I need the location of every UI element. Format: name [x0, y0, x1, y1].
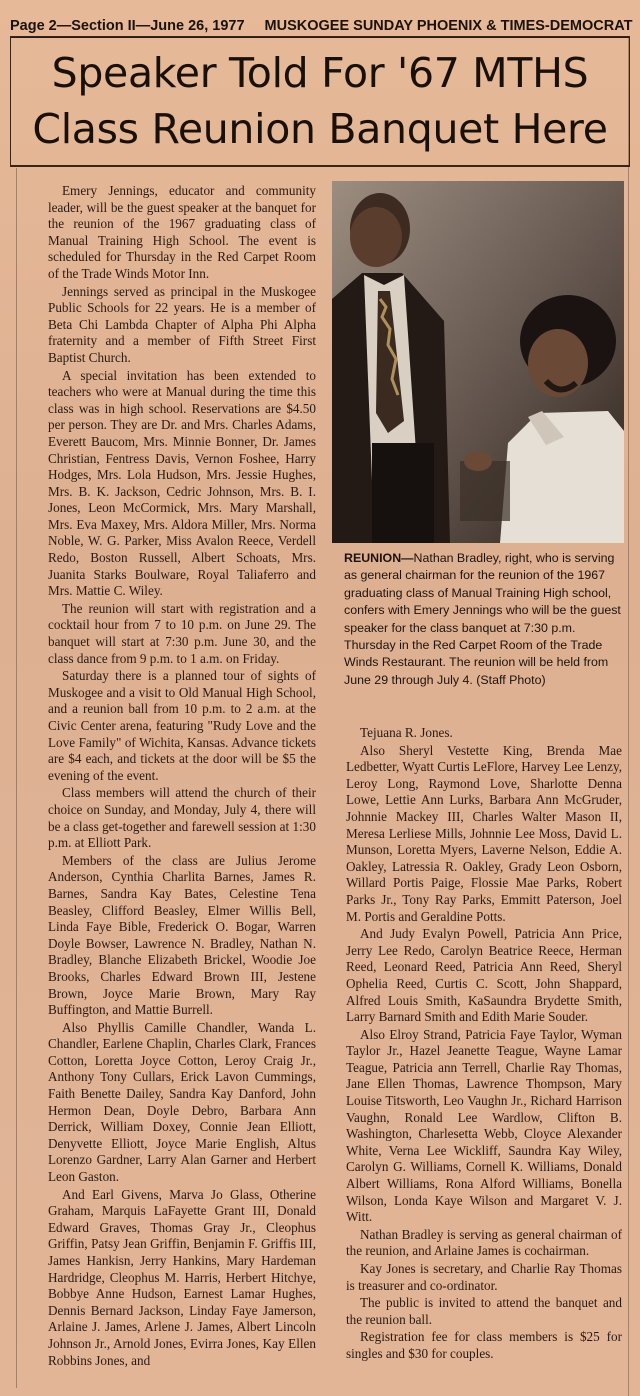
headline	[10, 36, 630, 167]
article-paragraph: Members of the class are Julius Jerome Anderson, Cynthia Charlita Barnes, James R. Barnes, Sandra Kay Bates, Celestine Tena Beasley, Clifford Beasley, Elmer Willis Bell, Linda Faye Bible, Frederick O. Bogar, Warren Doyle Bowser, Lawrence N. Bradley, Nathan N. Bradley, Blanche Elizabeth Brickel, Woodie Joe Brooks, Charles Edward Brown III, Jestene Brown, Joyce Marie Brown, Mary Ray Buffington, and Mattie Burrell.	[48, 852, 316, 1018]
article-paragraph: Also Sheryl Vestette King, Brenda Mae Ledbetter, Wyatt Curtis LeFlore, Harvey Lee Lenzy, Leroy Long, Raymond Love, Sharlotte Denna Lowe, Lettie Ann Lurks, Barbara Ann McGruder, Johnnie Mackey III, Charles Walter Mason II, Meresa Lerliese Mills, Johnnie Lee Moss, David L. Munson, Loretta Myers, Laverne Nelson, Eddie A. Oakley, Latressia R. Oakley, Grady Leon Osborn, Willard Portis Paige, Flossie Mae Parks, Robert Parks Jr., Tony Ray Parks, Emmitt Paterson, Joel M. Portis and Geraldine Potts.	[346, 742, 622, 924]
article-paragraph: Nathan Bradley is serving as general chairman of the reunion, and Arlaine James is cochairman.	[346, 1226, 622, 1259]
article-paragraph: A special invitation has been extended to teachers who were at Manual during the time this class was in high school. Reservations are $4.50 per person. They are Dr. and Mrs. Charles Adams, Everett Baucom, Mrs. Minnie Bonner, Dr. James Christian, Fentress Davis, Vernon Foshee, Harry Hodges, Mrs. Lola Hudson, Mrs. Jessie Hughes, Mrs. B. K. Jackson, Cedric Johnson, Mrs. B. I. Jones, Leon McCormick, Mrs. Mary Marshall, Mrs. Eva Maxey, Mrs. Aldora Miller, Mrs. Norma Noble, W. G. Parker, Miss Avalon Reece, Verdell Redo, Boston Russell, Albert Schoats, Mrs. Juanita Starks Boulware, Royal Taliaferro and Mrs. Mattie C. Wiley.	[48, 367, 316, 599]
photo-caption	[344, 550, 624, 689]
article-paragraph: Saturday there is a planned tour of sights of Muskogee and a visit to Old Manual High School, and a reunion ball from 10 p.m. to 2 a.m. at the Civic Center arena, featuring "Rudy Love and the Love Family" of Wichita, Kansas. Advance tickets are $4 each, and tickets at the door will be $5 the evening of the event.	[48, 668, 316, 783]
article-column-right	[346, 725, 622, 1363]
newspaper-name: MUSKOGEE SUNDAY PHOENIX & TIMES-DEMOCRAT	[264, 18, 633, 34]
article-paragraph: Kay Jones is secretary, and Charlie Ray Thomas is treasurer and co-ordinator.	[346, 1261, 622, 1293]
margin-rule	[16, 168, 17, 1388]
news-photo	[332, 181, 624, 543]
caption-kicker: REUNION—	[344, 551, 414, 565]
page-section-date: Page 2—Section II—June 26, 1977	[10, 18, 245, 34]
headline-line-1: Speaker Told For '67 MTHS	[51, 49, 589, 97]
article-paragraph: Tejuana R. Jones.	[360, 725, 453, 740]
clipping-edge	[628, 36, 629, 1396]
article-paragraph: Registration fee for class members is $25 for singles and $30 for couples.	[346, 1329, 622, 1361]
article-column-left	[48, 183, 316, 1369]
article-paragraph: Class members will attend the church of their choice on Sunday, and Monday, July 4, there will be a class get-together and farewell session at 1:30 p.m. at Elliott Park.	[48, 785, 316, 851]
masthead	[10, 6, 633, 38]
photo-illustration	[332, 181, 624, 543]
article-paragraph: Emery Jennings, educator and community leader, will be the guest speaker at the banquet for the reunion of the 1967 graduating class of Manual Training High School. The event is scheduled for Thursday in the Red Carpet Room of the Trade Winds Motor Inn.	[48, 183, 316, 281]
article-paragraph: The reunion will start with registration and a cocktail hour from 7 to 10 p.m. on June 29. The banquet will start at 7:30 p.m. June 30, and the class dance from 9 p.m. to 1 a.m. on Friday.	[48, 600, 316, 666]
article-paragraph: The public is invited to attend the banquet and the reunion ball.	[346, 1295, 622, 1327]
article-paragraph: Also Phyllis Camille Chandler, Wanda L. Chandler, Earlene Chaplin, Charles Clark, Frances Cotton, Loretta Joyce Cotton, Leroy Craig Jr., Anthony Tony Cullars, Erick Lavon Cummings, Faith Benette Dailey, Sandra Kay Danford, John Hermon Dean, Doyle Debro, Barbara Ann Derrick, William Doxey, Connie Jean Elliott, Denyvette Elliott, Joyce Marie English, Altus Lorenzo Gardner, Larry Alan Garner and Herbert Leon Gaston.	[48, 1019, 316, 1185]
article-paragraph: Also Elroy Strand, Patricia Faye Taylor, Wyman Taylor Jr., Hazel Jeanette Teague, Wayne Lamar Teague, Patricia ann Terrell, Charlie Ray Thomas, Jane Ellen Thomas, Lawrence Thompson, Mary Louise Titsworth, Leo Vaughn Jr., Richard Harrison Vaughn, Ronald Lee Wardlow, Clifton B. Washington, Charlesetta Webb, Cloyce Alexander White, Verna Lee Wickliff, Saundra Kay Wiley, Carolyn G. Williams, Cornell K. Williams, Donald Albert Williams, Rona Alford Williams, Bonella Wilson, Londa Kaye Wilson and Margaret V. J. Witt.	[346, 1026, 622, 1225]
article-paragraph: Jennings served as principal in the Muskogee Public Schools for 22 years. He is a member of Beta Chi Lambda Chapter of Alpha Phi Alpha fraternity and a member of Fifth Street First Baptist Church.	[48, 283, 316, 365]
caption-text: Nathan Bradley, right, who is serving as general chairman for the reunion of the 1967 graduating class of Manual Training High school, confers with Emery Jennings who will be the guest speaker for the class banquet at 7:30 p.m. Thursday in the Red Carpet Room of the Trade Winds Restaurant. The reunion will be held from June 29 through July 4. (Staff Photo)	[344, 551, 621, 687]
headline-line-2: Class Reunion Banquet Here	[32, 105, 608, 153]
article-paragraph: And Judy Evalyn Powell, Patricia Ann Price, Jerry Lee Redo, Carolyn Beatrice Reece, Herman Reed, Leonard Reed, Patricia Ann Reed, Sheryl Ophelia Reed, Curtis C. Scott, John Shappard, Alfred Louis Smith, KaSaundra Brydette Smith, Larry Barnard Smith and Edith Marie Souder.	[346, 926, 622, 1025]
article-paragraph: And Earl Givens, Marva Jo Glass, Otherine Graham, Marquis LaFayette Grant III, Donald Edward Graves, Thomas Gray Jr., Cleophus Griffin, Patsy Jean Griffin, Benjamin F. Griffis III, James Hankisn, Jerry Hankins, Mary Hardeman Hardridge, Cleophus M. Harris, Herbert Hitchye, Bobbye Anne Hudson, Earnest Lamar Hughes, Dennis Bernard Jackson, Linday Faye Jamerson, Arlaine J. James, Arlene J. James, Albert Lincoln Johnson Jr., Arnold Jones, Evirra Jones, Kay Ellen Robbins Jones, and	[48, 1186, 316, 1368]
